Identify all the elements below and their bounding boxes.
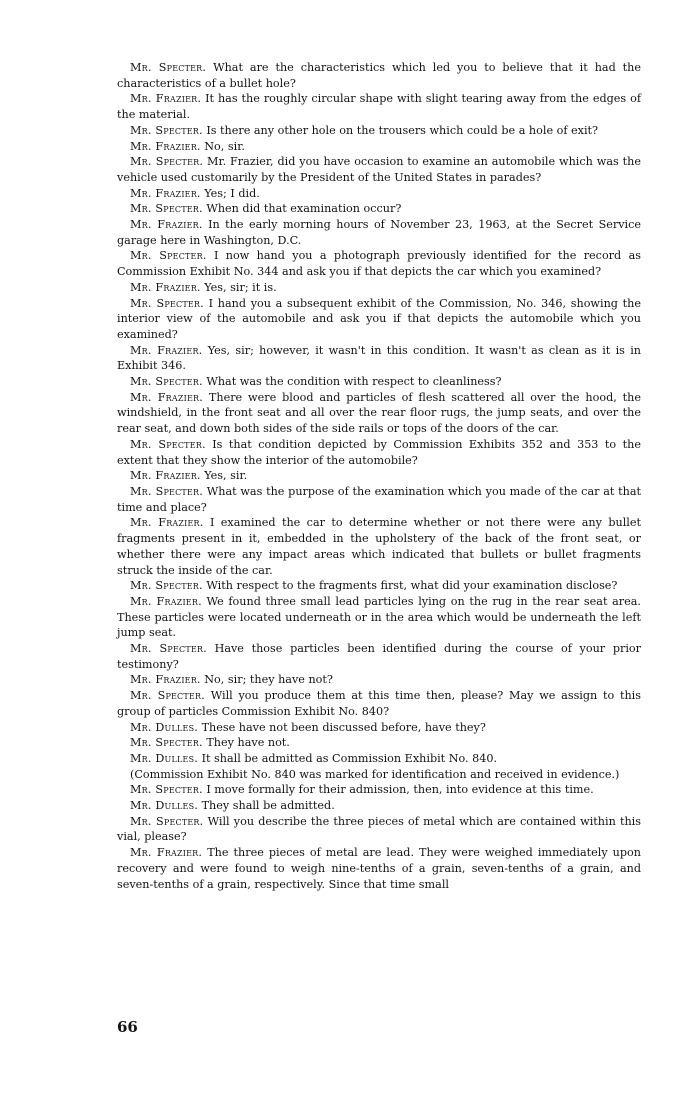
speech-text: They have not. — [206, 736, 290, 750]
speech-text: No, sir. — [204, 139, 245, 153]
speaker-name: Mr. Specter. — [130, 61, 207, 74]
speech-text: Yes, sir; it is. — [204, 280, 277, 294]
speaker-name: Mr. Specter. — [130, 814, 204, 828]
speaker-name: Mr. Specter. — [130, 202, 203, 216]
speaker-name: Mr. Frazier. — [130, 343, 203, 357]
testimony-paragraph — [117, 296, 641, 343]
speech-text: The three pieces of metal are lead. They were weighed immediately upon recovery and were found to weigh nine-tenths of a grain, seven-tenths of a grain, and seven-tenths of a grain, respectively. Since that time small — [117, 846, 641, 891]
speaker-name: Mr. Specter. — [130, 484, 203, 498]
speech-text: I now hand you a photograph previously identified for the record as Commission Exhibit No. 344 and ask you if that depicts the car which you examined? — [117, 249, 641, 279]
speech-text: No, sir; they have not? — [204, 673, 333, 687]
speech-text: These have not been discussed before, have they? — [201, 720, 486, 734]
testimony-paragraph — [117, 484, 641, 515]
speaker-name: Mr. Frazier. — [130, 280, 201, 294]
speech-text: What was the purpose of the examination which you made of the car at that time and place? — [117, 484, 642, 514]
speaker-name: Mr. Specter. — [130, 123, 203, 137]
testimony-paragraph — [117, 672, 641, 688]
speaker-name: Mr. Specter. — [130, 689, 205, 703]
testimony-paragraph — [117, 154, 641, 185]
page-number: 66 — [117, 1018, 138, 1036]
speaker-name: Mr. Frazier. — [130, 594, 202, 608]
speech-text: I examined the car to determine whether or not there were any bullet fragments present in it, embedded in the upholstery of the back of the front seat, or whether there were any impact areas which indicated that bullets or bullet fragments struck the inside of the car. — [117, 516, 641, 577]
testimony-paragraph — [117, 390, 641, 437]
speaker-name: Mr. Specter. — [130, 375, 203, 389]
speaker-name: Mr. Specter. — [130, 155, 204, 169]
speaker-name: Mr. Frazier. — [130, 186, 201, 200]
testimony-paragraph — [117, 123, 641, 139]
testimony-paragraph — [117, 594, 641, 641]
speaker-name: Mr. Frazier. — [130, 516, 204, 530]
speech-text: It has the roughly circular shape with slight tearing away from the edges of the material. — [117, 92, 641, 122]
speaker-name: Mr. Frazier. — [130, 469, 201, 483]
testimony-paragraph — [117, 767, 641, 783]
testimony-paragraph — [117, 139, 641, 155]
speaker-name: Mr. Specter. — [130, 437, 206, 451]
testimony-paragraph — [117, 186, 641, 202]
testimony-paragraph — [117, 720, 641, 736]
speaker-name: Mr. Frazier. — [130, 92, 202, 106]
speech-text: (Commission Exhibit No. 840 was marked for identification and received in evidence.) — [130, 767, 620, 781]
speech-text: Yes, sir; however, it wasn't in this condition. It wasn't as clean as it is in Exhibit 346. — [117, 343, 641, 373]
speaker-name: Mr. Dulles. — [130, 799, 199, 813]
speech-text: Will you describe the three pieces of metal which are contained within this vial, please? — [117, 814, 641, 844]
speech-text: What are the characteristics which led you to believe that it had the characteristics of a bullet hole? — [117, 61, 641, 90]
speaker-name: Mr. Dulles. — [130, 720, 199, 734]
speech-text: In the early morning hours of November 23, 1963, at the Secret Service garage here in Washington, D.C. — [117, 218, 641, 247]
speech-text: It shall be admitted as Commission Exhibit No. 840. — [201, 751, 498, 765]
testimony-paragraph — [117, 845, 641, 892]
testimony-paragraph — [117, 280, 641, 296]
speaker-name: Mr. Frazier. — [130, 218, 203, 232]
speaker-name: Mr. Frazier. — [130, 139, 201, 153]
speaker-name: Mr. Specter. — [130, 783, 203, 797]
speech-text: Have those particles been identified during the course of your prior testimony? — [117, 642, 641, 671]
testimony-paragraph — [117, 468, 641, 484]
speech-text: Mr. Frazier, did you have occasion to examine an automobile which was the vehicle used customarily by the President of the United States in parades? — [117, 155, 641, 184]
testimony-paragraph — [117, 782, 641, 798]
testimony-paragraph — [117, 814, 641, 845]
speaker-name: Mr. Specter. — [130, 579, 203, 593]
speech-text: They shall be admitted. — [201, 799, 335, 813]
testimony-paragraph — [117, 437, 641, 468]
speaker-name: Mr. Specter. — [130, 296, 204, 310]
speaker-name: Mr. Frazier. — [130, 846, 203, 860]
testimony-paragraph — [117, 248, 641, 279]
speech-text: Is that condition depicted by Commission Exhibits 352 and 353 to the extent that they show the interior of the automobile? — [117, 437, 641, 467]
testimony-paragraph — [117, 578, 641, 594]
testimony-paragraph — [117, 798, 641, 814]
speaker-name: Mr. Frazier. — [130, 390, 204, 404]
speech-text: When did that examination occur? — [206, 202, 402, 216]
testimony-paragraph — [117, 735, 641, 751]
speech-text: There were blood and particles of flesh scattered all over the hood, the windshield, in the front seat and all over the rear floor rugs, the jump seats, and over the rear seat, and down both sides of the side rails or tops of the doors of the car. — [117, 390, 641, 436]
speech-text: What was the condition with respect to cleanliness? — [206, 375, 502, 389]
speech-text: We found three small lead particles lying on the rug in the rear seat area. These particles were located underneath or in the area which would be underneath the left jump seat. — [117, 594, 641, 640]
speech-text: Will you produce them at this time then, please? May we assign to this group of particles Commission Exhibit No. 840? — [117, 689, 641, 718]
speech-text: Yes, sir. — [204, 469, 248, 483]
testimony-paragraph — [117, 343, 641, 374]
testimony-paragraph — [117, 91, 641, 122]
testimony-paragraph — [117, 641, 641, 672]
testimony-paragraph — [117, 217, 641, 248]
testimony-paragraph — [117, 751, 641, 767]
speaker-name: Mr. Specter. — [130, 642, 207, 656]
speaker-name: Mr. Specter. — [130, 249, 207, 263]
testimony-paragraph — [117, 515, 641, 578]
speech-text: With respect to the fragments first, what did your examination disclose? — [206, 579, 618, 593]
speech-text: I hand you a subsequent exhibit of the Commission, No. 346, showing the interior view of the automobile and ask you if that depicts the automobile which you examined? — [117, 296, 641, 341]
testimony-paragraph — [117, 201, 641, 217]
speaker-name: Mr. Frazier. — [130, 673, 201, 687]
testimony-paragraph — [117, 374, 641, 390]
speaker-name: Mr. Specter. — [130, 736, 203, 750]
testimony-paragraph — [117, 60, 641, 91]
speech-text: Yes; I did. — [204, 186, 260, 200]
testimony-text — [117, 60, 641, 892]
speaker-name: Mr. Dulles. — [130, 751, 199, 765]
speech-text: Is there any other hole on the trousers which could be a hole of exit? — [206, 123, 599, 137]
testimony-paragraph — [117, 688, 641, 719]
speech-text: I move formally for their admission, then, into evidence at this time. — [206, 783, 594, 797]
